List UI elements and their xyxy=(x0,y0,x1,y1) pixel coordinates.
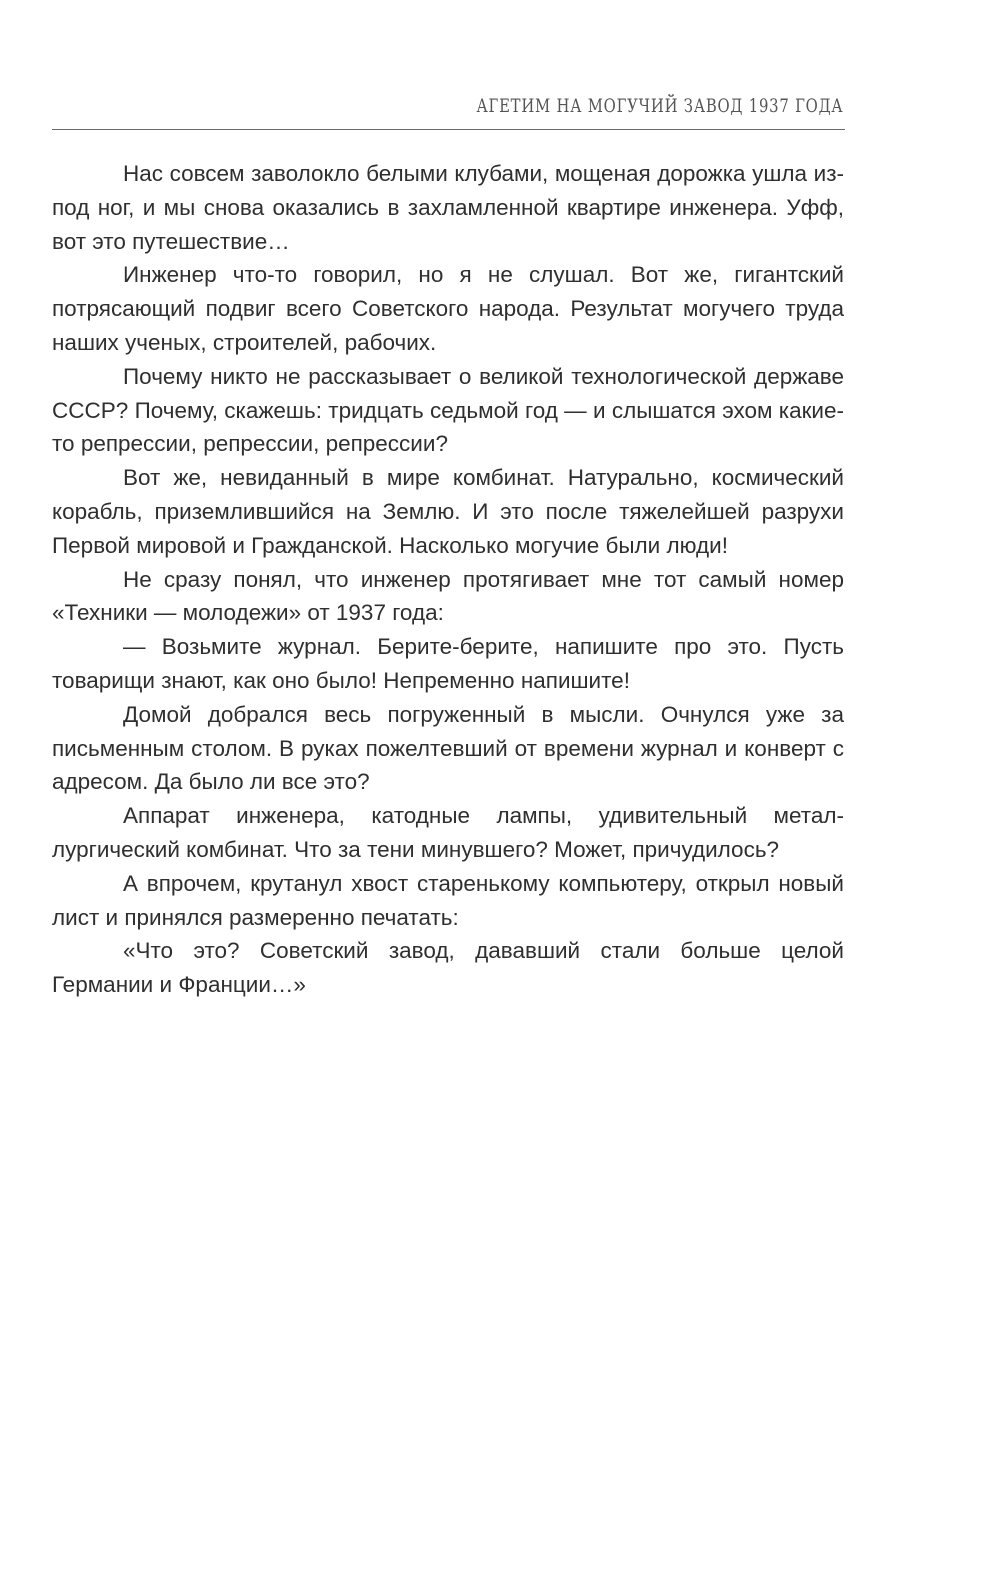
paragraph: — Возьмите журнал. Берите-берите, напишите про это. Пусть товарищи знают, как оно было! Непременно напишите! xyxy=(52,634,844,693)
paragraph: Домой добрался весь погруженный в мысли. Очнулся уже за письменным столом. В руках пожелтевший от времени журнал и конверт с адресом. Да было ли все это? xyxy=(52,701,844,795)
paragraph: А впрочем, крутанул хвост старенькому компьютеру, открыл новый лист и принялся размеренно печатать: xyxy=(52,870,844,930)
paragraph: Аппарат инженера, катодные лампы, удивительный металлургический комбинат. Что за тени минувшего? Может, причудилось? xyxy=(52,803,844,862)
paragraph: Вот же, невиданный в мире комбинат. Натурально, космический корабль, приземлившийся на Землю. И это после тяжелейшей разрухи Первой мировой и Гражданской. Насколько могучие были люди! xyxy=(52,465,844,558)
running-header: АГЕТИМ НА МОГУЧИЙ ЗАВОД 1937 ГОДА xyxy=(476,95,843,117)
body-text xyxy=(52,157,844,1002)
paragraph: Инженер что-то говорил, но я не слушал. Вот же, гигантский потрясающий подвиг всего Советского народа. Результат могучего труда наших ученых, строителей, рабочих. xyxy=(52,262,844,355)
paragraph: «Что это? Советский завод, дававший стали больше целой Германии и Франции…» xyxy=(52,938,844,998)
header-divider xyxy=(52,129,845,130)
paragraph: Почему никто не рассказывает о великой технологической державе СССР? Почему, скажешь: тридцать седьмой год — и слышатся эхом какие-то репрессии, репрессии, репрессии? xyxy=(52,363,844,457)
paragraph: Нас совсем заволокло белыми клубами, мощеная дорожка ушла из-под ног, и мы снова оказались в захламленной квартире инженера. Уфф, вот это путешествие… xyxy=(52,161,844,254)
paragraph: Не сразу понял, что инженер протягивает мне тот самый номер «Техники — молодежи» от 1937 года: xyxy=(52,566,844,626)
